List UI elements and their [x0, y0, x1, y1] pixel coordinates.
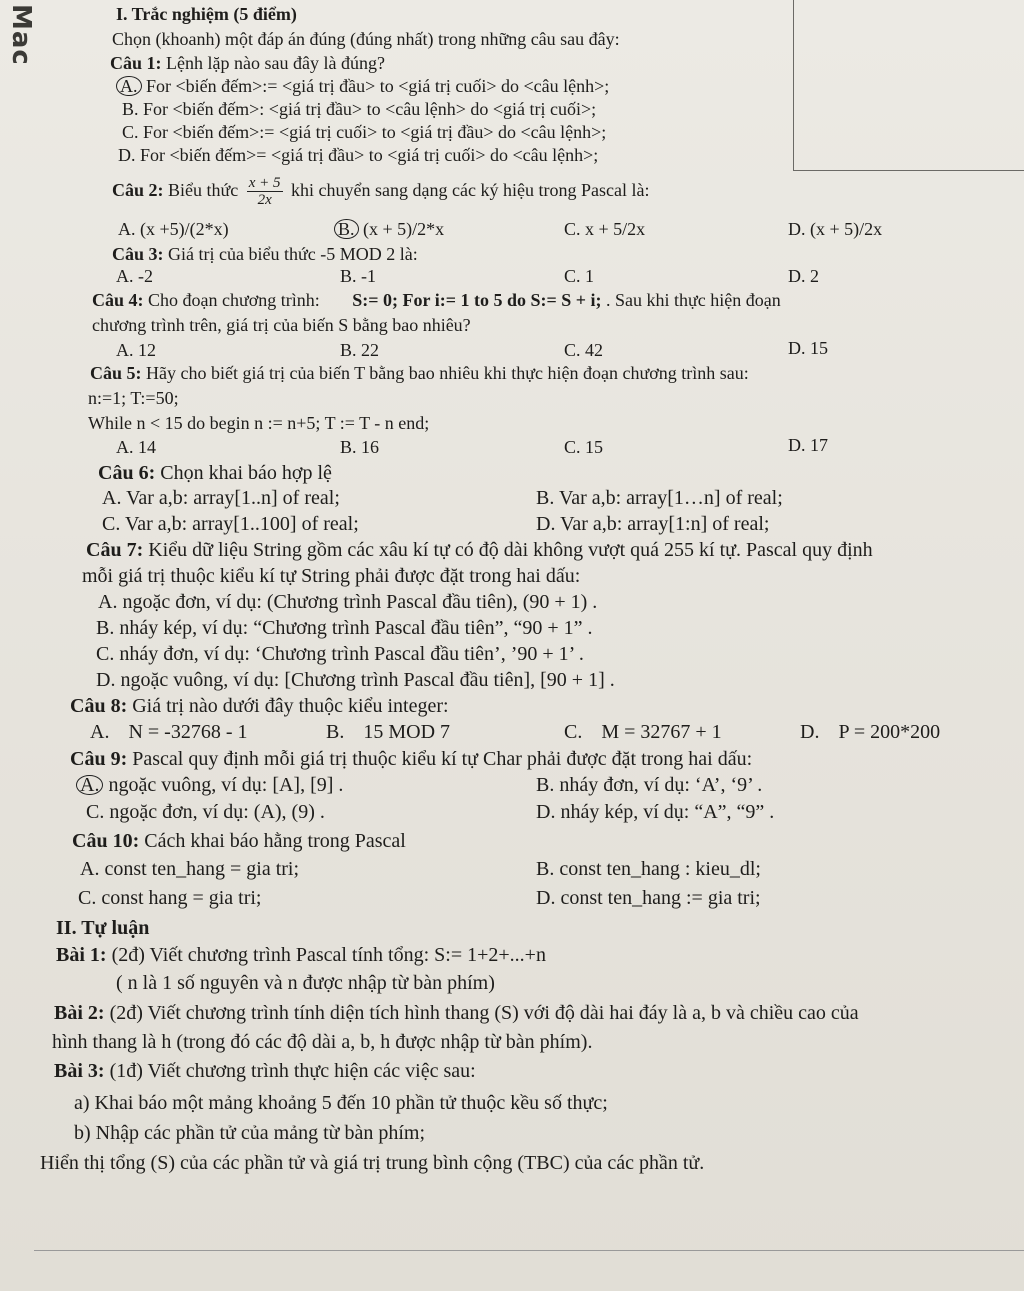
q3-option-a-text: -2: [138, 266, 153, 286]
question-10-label: Câu 10:: [72, 830, 140, 852]
q7-option-c[interactable]: [96, 641, 584, 667]
question-3-text: Giá trị của biểu thức -5 MOD 2 là:: [168, 244, 418, 264]
q10-option-d[interactable]: [536, 885, 761, 911]
q3-option-b-text: -1: [361, 266, 377, 286]
q10-option-d-letter: D.: [536, 887, 556, 909]
q1-option-a-text: For <biến đếm>:= <giá trị đầu> to <giá trị cuối> do <câu lệnh>;: [146, 76, 610, 96]
q8-option-b[interactable]: [326, 719, 450, 745]
q8-option-a-letter: A.: [90, 721, 110, 743]
q2-option-c-letter: C.: [564, 219, 581, 239]
q4-option-b-letter: B.: [340, 340, 357, 360]
q5-option-a[interactable]: [116, 436, 156, 458]
q6-option-b-text: Var a,b: array[1…n] of real;: [558, 487, 783, 509]
q7-option-a[interactable]: [98, 589, 597, 615]
q3-option-c-letter: C.: [564, 266, 581, 286]
q8-option-b-text: 15 MOD 7: [363, 721, 451, 743]
q3-option-d-letter: D.: [788, 266, 806, 286]
q9-option-c-text: ngoặc đơn, ví dụ: (A), (9) .: [109, 801, 325, 823]
q10-option-c-letter: C.: [78, 887, 97, 909]
q6-option-a-letter: A.: [102, 487, 122, 509]
q6-option-d[interactable]: [536, 511, 769, 537]
q4-option-b[interactable]: [340, 339, 379, 361]
q3-option-a[interactable]: [116, 265, 153, 287]
essay-3-item-b: b) Nhập các phần tử của mảng từ bàn phím;: [74, 1122, 426, 1144]
essay-3-item-c: Hiển thị tổng (S) của các phần tử và giá trị trung bình cộng (TBC) của các phần tử.: [40, 1152, 705, 1174]
q5-option-d-text: 17: [810, 435, 828, 455]
q5-option-c-text: 15: [585, 437, 604, 457]
q9-option-d-text: nháy kép, ví dụ: “A”, “9” .: [560, 801, 775, 823]
essay-1-text: (2đ) Viết chương trình Pascal tính tổng: S:= 1+2+...+n: [111, 944, 546, 966]
q5-option-b-letter: B.: [340, 437, 357, 457]
bottom-rule: [34, 1250, 1024, 1251]
question-1: [110, 52, 385, 74]
essay-3-label: Bài 3:: [54, 1060, 105, 1082]
question-9-text: Pascal quy định mỗi giá trị thuộc kiểu kí tự Char phải được đặt trong hai dấu:: [132, 748, 753, 770]
q5-option-a-letter: A.: [116, 437, 134, 457]
q8-option-b-letter: B.: [326, 721, 345, 743]
q6-option-c[interactable]: [102, 511, 359, 537]
essay-3-text: (1đ) Viết chương trình thực hiện các việc sau:: [109, 1060, 476, 1082]
q4-option-d-letter: D.: [788, 338, 806, 358]
q1-option-d[interactable]: [118, 144, 598, 166]
q10-option-a-letter: A.: [80, 858, 100, 880]
question-8-label: Câu 8:: [70, 695, 128, 717]
question-5: [90, 362, 749, 384]
q5-option-b[interactable]: [340, 436, 379, 458]
answer-box-left-rule: [793, 0, 794, 170]
q7-option-d-letter: D.: [96, 669, 116, 691]
q8-option-a[interactable]: [90, 719, 248, 745]
q7-option-b-letter: B.: [96, 617, 115, 639]
question-2-label: Câu 2:: [112, 180, 164, 200]
question-10-text: Cách khai báo hằng trong Pascal: [144, 830, 406, 852]
question-6-label: Câu 6:: [98, 462, 156, 484]
question-6: [98, 460, 332, 486]
q1-option-d-text: For <biến đếm>= <giá trị đầu> to <giá trị cuối> do <câu lệnh>;: [140, 145, 599, 165]
question-3-label: Câu 3:: [112, 244, 164, 264]
q6-option-c-letter: C.: [102, 513, 121, 535]
q10-option-b[interactable]: [536, 856, 761, 882]
q7-option-a-letter: A.: [98, 591, 118, 613]
q10-option-d-text: const ten_hang := gia tri;: [560, 887, 761, 909]
binding-edge: [0, 0, 64, 100]
essay-2-text: (2đ) Viết chương trình tính diện tích hình thang (S) với độ dài hai đáy là a, b và chiều cao của: [109, 1002, 859, 1024]
q4-option-c-text: 42: [585, 340, 604, 360]
q2-option-a-text: (x +5)/(2*x): [140, 219, 229, 239]
q6-option-d-letter: D.: [536, 513, 556, 535]
q1-option-a-letter-circled: A.: [116, 76, 142, 96]
question-4: [92, 289, 781, 311]
q1-option-b-letter: B.: [122, 99, 139, 119]
q2-option-d-letter: D.: [788, 219, 806, 239]
part1-instruction: Chọn (khoanh) một đáp án đúng (đúng nhất) trong những câu sau đây:: [112, 29, 620, 49]
q8-option-d-letter: D.: [800, 721, 820, 743]
essay-1-label: Bài 1:: [56, 944, 107, 966]
q6-option-d-text: Var a,b: array[1:n] of real;: [560, 513, 770, 535]
q5-option-c-letter: C.: [564, 437, 581, 457]
q9-option-b-letter: B.: [536, 774, 555, 796]
fraction-denominator: 2x: [257, 192, 272, 209]
q9-option-c[interactable]: [86, 799, 325, 825]
q9-option-b[interactable]: [536, 772, 762, 798]
q2-option-d[interactable]: [788, 218, 882, 240]
q6-option-a[interactable]: [102, 485, 340, 511]
q7-option-a-text: ngoặc đơn, ví dụ: (Chương trình Pascal đầu tiên), (90 + 1) .: [122, 591, 598, 613]
q4-option-c-letter: C.: [564, 340, 581, 360]
q7-option-d-text: ngoặc vuông, ví dụ: [Chương trình Pascal đầu tiên], [90 + 1] .: [120, 669, 615, 691]
q2-option-b-letter-circled: B.: [334, 219, 359, 239]
question-4-text-after: . Sau khi thực hiện đoạn: [605, 290, 781, 310]
question-3: [112, 243, 418, 265]
question-8-text: Giá trị nào dưới đây thuộc kiểu integer:: [132, 695, 449, 717]
question-7-text: Kiểu dữ liệu String gồm các xâu kí tự có độ dài không vượt quá 255 kí tự. Pascal quy định: [148, 539, 873, 561]
q10-option-c-text: const hang = gia tri;: [101, 887, 262, 909]
q9-option-b-text: nháy đơn, ví dụ: ‘A’, ‘9’ .: [559, 774, 763, 796]
q1-option-a[interactable]: [120, 75, 609, 97]
q10-option-a[interactable]: [80, 856, 299, 882]
q3-option-d-text: 2: [810, 266, 819, 286]
q3-option-c-text: 1: [585, 266, 595, 286]
q1-option-c[interactable]: [122, 121, 606, 143]
question-4-label: Câu 4:: [92, 290, 144, 310]
part1-title: I. Trắc nghiệm (5 điểm): [116, 4, 297, 24]
spine-text: Mac: [6, 4, 36, 66]
q10-option-a-text: const ten_hang = gia tri;: [104, 858, 300, 880]
q4-option-a[interactable]: [116, 339, 156, 361]
q7-option-b-text: nháy kép, ví dụ: “Chương trình Pascal đầu tiên”, “90 + 1” .: [119, 617, 593, 639]
q9-option-d[interactable]: [536, 799, 774, 825]
q7-option-c-text: nháy đơn, ví dụ: ‘Chương trình Pascal đầu tiên’, ’90 + 1’ .: [119, 643, 584, 665]
question-4-line2: chương trình trên, giá trị của biến S bằng bao nhiêu?: [92, 315, 471, 335]
question-1-text: Lệnh lặp nào sau đây là đúng?: [166, 53, 385, 73]
question-7: [86, 537, 873, 563]
q1-option-b-text: For <biến đếm>: <giá trị đầu> to <câu lệnh> do <giá trị cuối>;: [143, 99, 597, 119]
q8-option-c-letter: C.: [564, 721, 583, 743]
q3-option-b[interactable]: [340, 265, 376, 287]
question-7-label: Câu 7:: [86, 539, 144, 561]
q2-option-d-text: (x + 5)/2x: [810, 219, 883, 239]
fraction-numerator: x + 5: [248, 175, 281, 192]
q5-option-a-text: 14: [138, 437, 156, 457]
q8-option-d[interactable]: [800, 719, 940, 745]
q7-option-d[interactable]: [96, 667, 615, 693]
q9-option-c-letter: C.: [86, 801, 105, 823]
question-8: [70, 693, 449, 719]
q5-option-d[interactable]: [788, 434, 828, 456]
q1-option-b[interactable]: [122, 98, 596, 120]
q7-option-b[interactable]: [96, 615, 593, 641]
q8-option-c[interactable]: [564, 719, 722, 745]
question-1-label: Câu 1:: [110, 53, 162, 73]
q2-option-c[interactable]: [564, 218, 645, 240]
q8-option-a-text: N = -32768 - 1: [128, 721, 248, 743]
q4-option-d[interactable]: [788, 337, 828, 359]
essay-3-item-a: a) Khai báo một mảng khoảng 5 đến 10 phần tử thuộc kều số thực;: [74, 1092, 608, 1114]
q5-option-c[interactable]: [564, 436, 603, 458]
q5-option-b-text: 16: [361, 437, 380, 457]
essay-3: [54, 1058, 476, 1084]
question-2-text-before: Biểu thức: [168, 180, 239, 200]
essay-2-line2: hình thang là h (trong đó các độ dài a, b, h được nhập từ bàn phím).: [52, 1031, 593, 1053]
q4-option-c[interactable]: [564, 339, 603, 361]
essay-2-label: Bài 2:: [54, 1002, 105, 1024]
q8-option-c-text: M = 32767 + 1: [601, 721, 722, 743]
q2-option-b-text: (x + 5)/2*x: [363, 219, 445, 239]
question-4-code: S:= 0; For i:= 1 to 5 do S:= S + i;: [352, 290, 602, 310]
part2-title: II. Tự luận: [56, 917, 150, 939]
q3-option-b-letter: B.: [340, 266, 357, 286]
q2-option-b[interactable]: [338, 218, 444, 240]
q9-option-a[interactable]: [80, 772, 343, 798]
q9-option-a-letter-circled: A.: [76, 775, 103, 795]
q3-option-a-letter: A.: [116, 266, 134, 286]
question-5-label: Câu 5:: [90, 363, 142, 383]
q9-option-a-text: ngoặc vuông, ví dụ: [A], [9] .: [108, 774, 344, 796]
q8-option-d-text: P = 200*200: [838, 721, 941, 743]
question-2: [112, 172, 649, 208]
answer-box-bottom-rule: [793, 170, 1024, 171]
q10-option-b-text: const ten_hang : kieu_dl;: [559, 858, 761, 880]
q2-option-a[interactable]: [118, 218, 229, 240]
question-5-text: Hãy cho biết giá trị của biến T bằng bao nhiêu khi thực hiện đoạn chương trình sau:: [146, 363, 749, 383]
q6-option-a-text: Var a,b: array[1..n] of real;: [126, 487, 340, 509]
q9-option-d-letter: D.: [536, 801, 556, 823]
question-6-text: Chọn khai báo hợp lệ: [160, 462, 332, 484]
question-5-code-1: n:=1; T:=50;: [88, 388, 179, 408]
q1-option-d-letter: D.: [118, 145, 136, 165]
q10-option-c[interactable]: [78, 885, 261, 911]
q3-option-d[interactable]: [788, 265, 819, 287]
question-2-text-after: khi chuyển sang dạng các ký hiệu trong Pascal là:: [291, 180, 650, 200]
question-7-line2: mỗi giá trị thuộc kiểu kí tự String phải được đặt trong hai dấu:: [82, 565, 581, 587]
essay-1: [56, 942, 546, 968]
q4-option-a-text: 12: [138, 340, 156, 360]
question-9-label: Câu 9:: [70, 748, 128, 770]
q3-option-c[interactable]: [564, 265, 594, 287]
question-5-code-2: While n < 15 do begin n := n+5; T := T - n end;: [88, 413, 430, 433]
q2-option-c-text: x + 5/2x: [585, 219, 646, 239]
question-2-fraction: [247, 175, 283, 208]
essay-1-note: ( n là 1 số nguyên và n được nhập từ bàn phím): [116, 972, 495, 994]
q10-option-b-letter: B.: [536, 858, 555, 880]
question-9: [70, 746, 752, 772]
question-10: [72, 828, 406, 854]
q7-option-c-letter: C.: [96, 643, 115, 665]
q2-option-a-letter: A.: [118, 219, 136, 239]
q4-option-b-text: 22: [361, 340, 380, 360]
question-4-text: Cho đoạn chương trình:: [148, 290, 320, 310]
q4-option-a-letter: A.: [116, 340, 134, 360]
q1-option-c-text: For <biến đếm>:= <giá trị cuối> to <giá trị đầu> do <câu lệnh>;: [143, 122, 607, 142]
q1-option-c-letter: C.: [122, 122, 139, 142]
q6-option-b-letter: B.: [536, 487, 555, 509]
q6-option-c-text: Var a,b: array[1..100] of real;: [124, 513, 359, 535]
q4-option-d-text: 15: [810, 338, 828, 358]
q5-option-d-letter: D.: [788, 435, 806, 455]
essay-2: [54, 1000, 859, 1026]
q6-option-b[interactable]: [536, 485, 783, 511]
